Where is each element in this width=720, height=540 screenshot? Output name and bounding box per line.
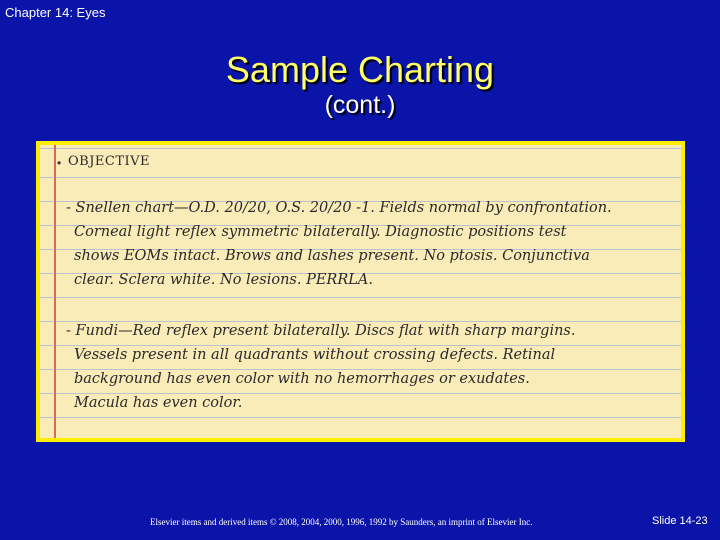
charting-notepad: [36, 141, 685, 442]
note-line-4: clear. Sclera white. No lesions. PERRLA.: [74, 272, 373, 288]
notepad-margin-line: [54, 145, 56, 438]
note-line-6: Vessels present in all quadrants without crossing defects. Retinal: [74, 347, 556, 363]
slide-number: Slide 14-23: [652, 515, 708, 527]
note-line-8: Macula has even color.: [74, 395, 243, 411]
slide-subtitle: (cont.): [324, 91, 396, 119]
copyright-footer: Elsevier items and derived items © 2008, 2004, 2000, 1996, 1992 by Saunders, an imprint of Elsevier Inc.: [150, 517, 533, 527]
note-line-3: shows EOMs intact. Brows and lashes present. No ptosis. Conjunctiva: [74, 248, 590, 264]
note-line-5: - Fundi—Red reflex present bilaterally. Discs flat with sharp margins.: [66, 323, 576, 339]
note-line-2: Corneal light reflex symmetric bilaterally. Diagnostic positions test: [74, 224, 567, 240]
note-line-1: - Snellen chart—O.D. 20/20, O.S. 20/20 -1. Fields normal by confrontation.: [66, 200, 612, 216]
slide-title: Sample Charting: [225, 49, 495, 90]
objective-heading: OBJECTIVE: [68, 154, 151, 169]
objective-bullet: •: [57, 156, 62, 170]
note-line-7: background has even color with no hemorrhages or exudates.: [74, 371, 530, 387]
chapter-label: Chapter 14: Eyes: [5, 5, 106, 20]
